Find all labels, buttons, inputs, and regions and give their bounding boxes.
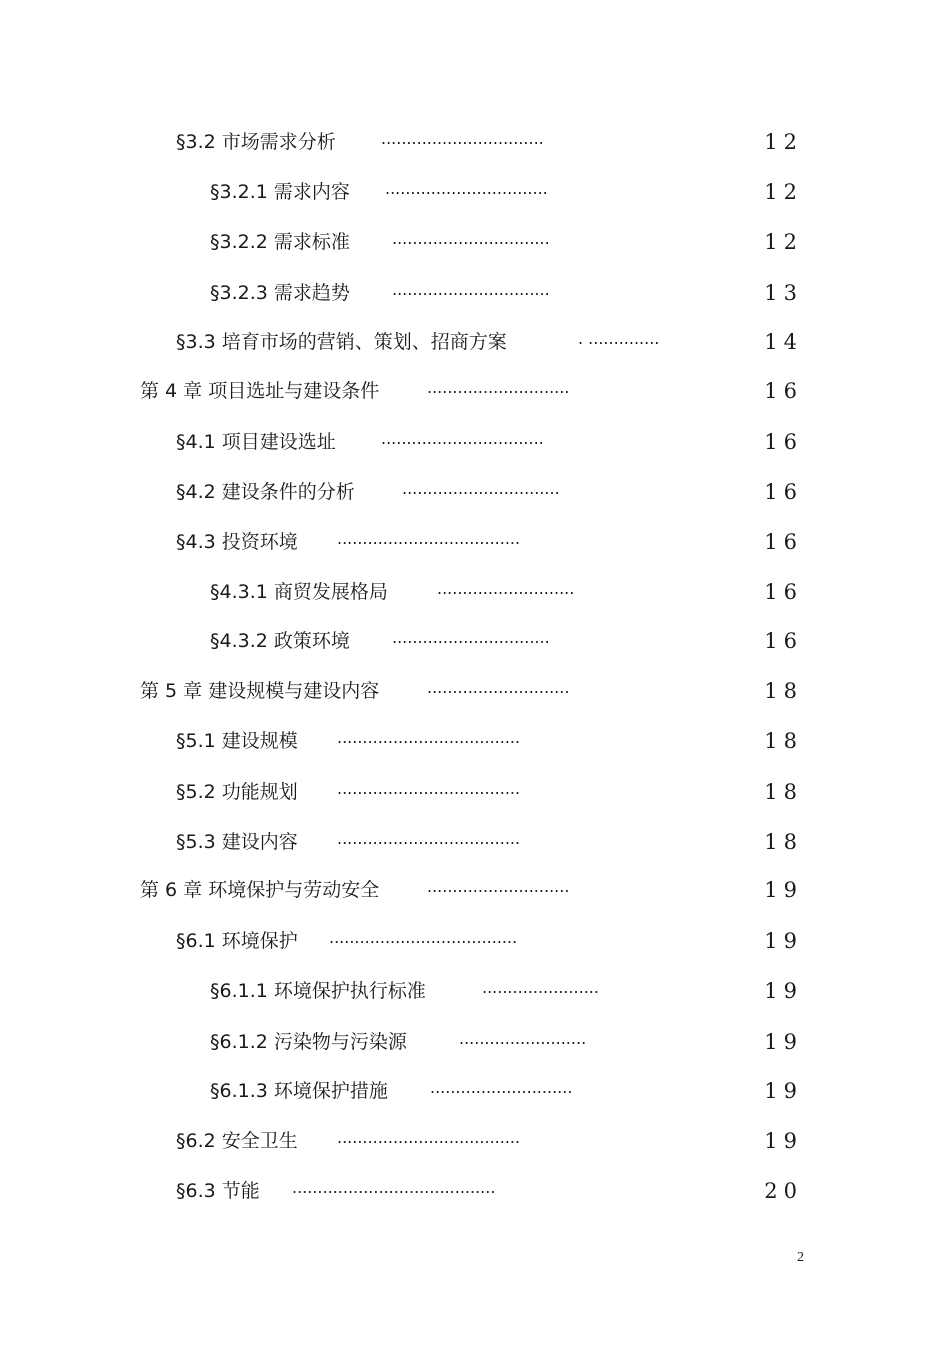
toc-entry-label: §5.2 功能规划 xyxy=(176,781,298,803)
toc-page-number: 12 xyxy=(764,230,803,254)
toc-entry-5-2[interactable] xyxy=(0,776,950,808)
toc-page-number: 19 xyxy=(764,1129,803,1153)
toc-page-number: 19 xyxy=(764,929,803,953)
toc-leader-dots: ........................................ xyxy=(292,1178,496,1197)
toc-leader-dots: ............................... xyxy=(392,628,550,647)
toc-entry-4-1[interactable] xyxy=(0,426,950,458)
toc-page-number: 18 xyxy=(764,780,803,804)
toc-page-number: 13 xyxy=(764,281,803,305)
toc-entry-6-3[interactable] xyxy=(0,1175,950,1207)
toc-entry-chapter-4[interactable] xyxy=(0,375,950,407)
toc-page-number: 16 xyxy=(764,480,803,504)
toc-entry-6-2[interactable] xyxy=(0,1125,950,1157)
toc-entry-label: §3.2.2 需求标准 xyxy=(210,231,350,253)
toc-entry-label: §4.3.2 政策环境 xyxy=(210,630,350,652)
toc-entry-label: §3.3 培育市场的营销、策划、招商方案 xyxy=(176,331,507,353)
toc-entry-3-2-1[interactable] xyxy=(0,176,950,208)
toc-entry-label: §3.2 市场需求分析 xyxy=(176,131,336,153)
toc-leader-dots: .................................... xyxy=(337,1128,521,1147)
toc-page-number: 12 xyxy=(764,130,803,154)
toc-entry-label: §3.2.3 需求趋势 xyxy=(210,282,350,304)
toc-entry-4-2[interactable] xyxy=(0,476,950,508)
toc-page-number: 19 xyxy=(764,979,803,1003)
toc-leader-dots: .................................... xyxy=(337,529,521,548)
toc-leader-dots: ..................................... xyxy=(329,928,518,947)
toc-entry-4-3-1[interactable] xyxy=(0,576,950,608)
toc-entry-6-1-3[interactable] xyxy=(0,1075,950,1107)
toc-entry-3-3[interactable] xyxy=(0,326,950,358)
toc-leader-dots: ....................... xyxy=(482,978,599,997)
toc-entry-3-2-3[interactable] xyxy=(0,277,950,309)
toc-entry-label: §6.2 安全卫生 xyxy=(176,1130,298,1152)
toc-entry-3-2[interactable] xyxy=(0,126,950,158)
toc-page-number: 16 xyxy=(764,580,803,604)
page-number: 2 xyxy=(797,1250,804,1265)
toc-entry-6-1-1[interactable] xyxy=(0,975,950,1007)
toc-entry-label: §4.3 投资环境 xyxy=(176,531,298,553)
toc-leader-dots: ................................ xyxy=(385,179,548,198)
toc-leader-dots: ............................... xyxy=(402,479,560,498)
toc-page-number: 18 xyxy=(764,729,803,753)
toc-entry-label: §4.2 建设条件的分析 xyxy=(176,481,355,503)
toc-leader-dots: ................................ xyxy=(381,129,544,148)
toc-entry-3-2-2[interactable] xyxy=(0,226,950,258)
toc-leader-dots: ................................ xyxy=(381,429,544,448)
toc-entry-label: §6.3 节能 xyxy=(176,1180,260,1202)
toc-entry-5-3[interactable] xyxy=(0,826,950,858)
toc-leader-dots: ............................ xyxy=(430,1078,573,1097)
toc-entry-label: §6.1.2 污染物与污染源 xyxy=(210,1031,407,1053)
toc-entry-4-3-2[interactable] xyxy=(0,625,950,657)
toc-page-number: 19 xyxy=(764,878,803,902)
toc-entry-chapter-6[interactable] xyxy=(0,874,950,906)
toc-entry-6-1[interactable] xyxy=(0,925,950,957)
toc-leader-dots: .................................... xyxy=(337,779,521,798)
toc-page-number: 16 xyxy=(764,629,803,653)
toc-leader-dots: ........................... xyxy=(437,579,575,598)
toc-entry-label: 第 4 章 项目选址与建设条件 xyxy=(140,380,380,402)
toc-entry-label: §6.1.3 环境保护措施 xyxy=(210,1080,388,1102)
toc-entry-label: §5.3 建设内容 xyxy=(176,831,298,853)
toc-entry-label: §5.1 建设规模 xyxy=(176,730,298,752)
toc-page-number: 18 xyxy=(764,679,803,703)
toc-entry-label: §6.1 环境保护 xyxy=(176,930,298,952)
toc-entry-label: §4.1 项目建设选址 xyxy=(176,431,336,453)
toc-entry-label: 第 5 章 建设规模与建设内容 xyxy=(140,680,380,702)
toc-page-number: 16 xyxy=(764,430,803,454)
toc-leader-dots: ............................... xyxy=(392,229,550,248)
toc-page-number: 18 xyxy=(764,830,803,854)
toc-entry-6-1-2[interactable] xyxy=(0,1026,950,1058)
toc-page-number: 12 xyxy=(764,180,803,204)
toc-page-number: 16 xyxy=(764,530,803,554)
toc-entry-label: §4.3.1 商贸发展格局 xyxy=(210,581,388,603)
toc-leader-dots: ............................ xyxy=(427,877,570,896)
toc-entry-label: 第 6 章 环境保护与劳动安全 xyxy=(140,879,380,901)
toc-entry-label: §6.1.1 环境保护执行标准 xyxy=(210,980,426,1002)
toc-leader-dots: ............................... xyxy=(392,280,550,299)
toc-leader-dots: ............................ xyxy=(427,378,570,397)
toc-entry-5-1[interactable] xyxy=(0,725,950,757)
toc-entry-4-3[interactable] xyxy=(0,526,950,558)
toc-entry-chapter-5[interactable] xyxy=(0,675,950,707)
toc-leader-dots: .................................... xyxy=(337,829,521,848)
toc-leader-dots: ......................... xyxy=(459,1029,587,1048)
toc-page-number: 16 xyxy=(764,379,803,403)
toc-page-number: 14 xyxy=(764,330,803,354)
toc-page-number: 19 xyxy=(764,1030,803,1054)
toc-page-number: 19 xyxy=(764,1079,803,1103)
toc-leader-dots: .................................... xyxy=(337,728,521,747)
toc-page-number: 20 xyxy=(764,1179,803,1203)
toc-entry-label: §3.2.1 需求内容 xyxy=(210,181,350,203)
toc-leader-dots: ............................ xyxy=(427,678,570,697)
toc-leader-dots: . .............. xyxy=(578,329,660,348)
